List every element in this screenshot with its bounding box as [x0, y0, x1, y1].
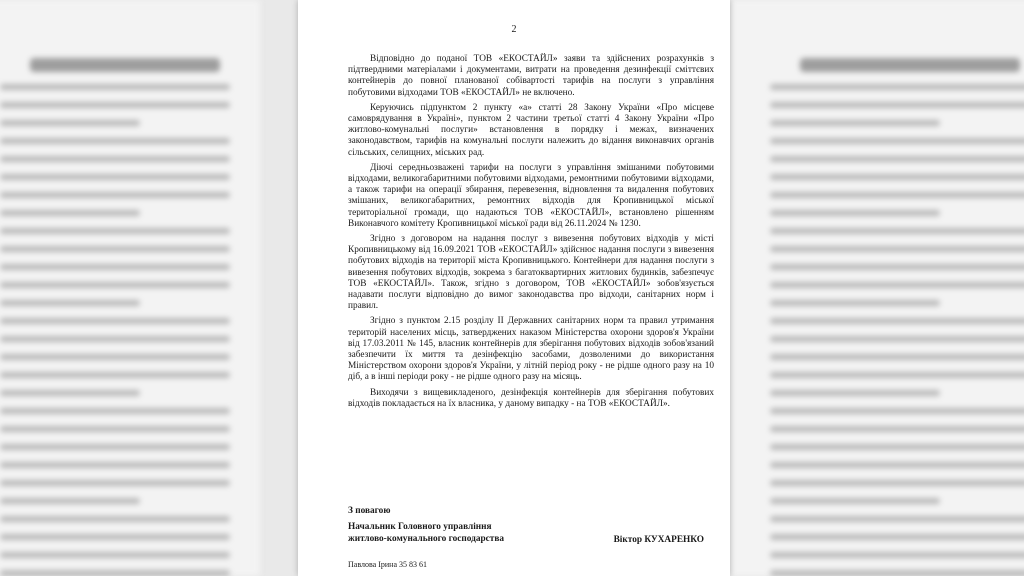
paragraph-1: Відповідно до поданої ТОВ «ЕКОСТАЙЛ» заяви та здійснених розрахунків з підтвердними матеріалами і документами, витрати на проведення дезинфекції сміттєвих контейнерів до повної планованої собівартості тарифів на послуги з управління побутовими відходами ТОВ «ЕКОСТАЙЛ» не включено. — [348, 54, 714, 98]
executor-contact: Павлова Ірина 35 83 61 — [348, 560, 427, 569]
position-line-2: житлово-комунального господарства — [348, 533, 505, 544]
paragraph-2: Керуючись підпунктом 2 пункту «а» статті 28 Закону України «Про місцеве самоврядування в Україні», пунктом 2 частини третьої статті 4 Закону України «Про житлово-комунальні послуги» встановлення в порядку і межах, визначених законодавством, тарифів на комунальні послуги належить до відання виконавчих органів сільських, селищних, міських рад. — [348, 102, 714, 158]
blurred-page-left — [0, 0, 260, 576]
position-line-1: Начальник Головного управління — [348, 522, 492, 532]
document-page — [298, 0, 730, 576]
closing-phrase: З повагою — [348, 506, 391, 516]
paragraph-3: Діючі середньозважені тарифи на послуги з управління змішаними побутовими відходами, великогабаритними побутовими відходами, ремонтними побутовими відходами, а також тарифи на операції збирання, перевезення, відновлення та видалення побутових змішаних, великогабаритних, ремонтних відходів для Кропивницької міської територіальної громади, що надаються ТОВ «ЕКОСТАЙЛ», встановлено рішенням Виконавчого комітету Кропивницької міської ради від 26.11.2024 № 1230. — [348, 162, 714, 229]
paragraph-4: Згідно з договором на надання послуг з вивезення побутових відходів у місті Кропивницькому від 16.09.2021 ТОВ «ЕКОСТАЙЛ» здійснює надання послуги з вивезення побутових відходів на території міста Кропивницького. Контейнери для надання послуги з вивезення побутових відходів, зокрема з багатоквартирних житлових будинків, забезпечує ТОВ «ЕКОСТАЙЛ». Також, згідно з договором, ТОВ «ЕКОСТАЙЛ» зобов'язується надавати послуги відповідно до вимог законодавства про відходи, санітарних норм і правил. — [348, 234, 714, 312]
blurred-page-right — [730, 0, 1024, 576]
paragraph-5: Згідно з пунктом 2.15 розділу II Державних санітарних норм та правил утримання територій населених місць, затверджених наказом Міністерства охорони здоров'я України від 17.03.2011 № 145, власник контейнерів для зберігання побутових відходів зобов'язаний забезпечити їх миття та дезінфекцію засобами, дозволеними до використання Міністерством охорони здоров'я України, у літній період року - не рідше одного разу на 10 діб, а в інші періоди року - не рідше одного разу на місяць. — [348, 316, 714, 383]
letter-body — [348, 54, 714, 414]
page-number: 2 — [511, 24, 517, 35]
paragraph-6: Виходячи з вищевикладеного, дезінфекція контейнерів для зберігання побутових відходів покладається на їх власника, у даному випадку - на ТОВ «ЕКОСТАЙЛ». — [348, 387, 714, 409]
signer-name: Віктор КУХАРЕНКО — [613, 535, 704, 545]
